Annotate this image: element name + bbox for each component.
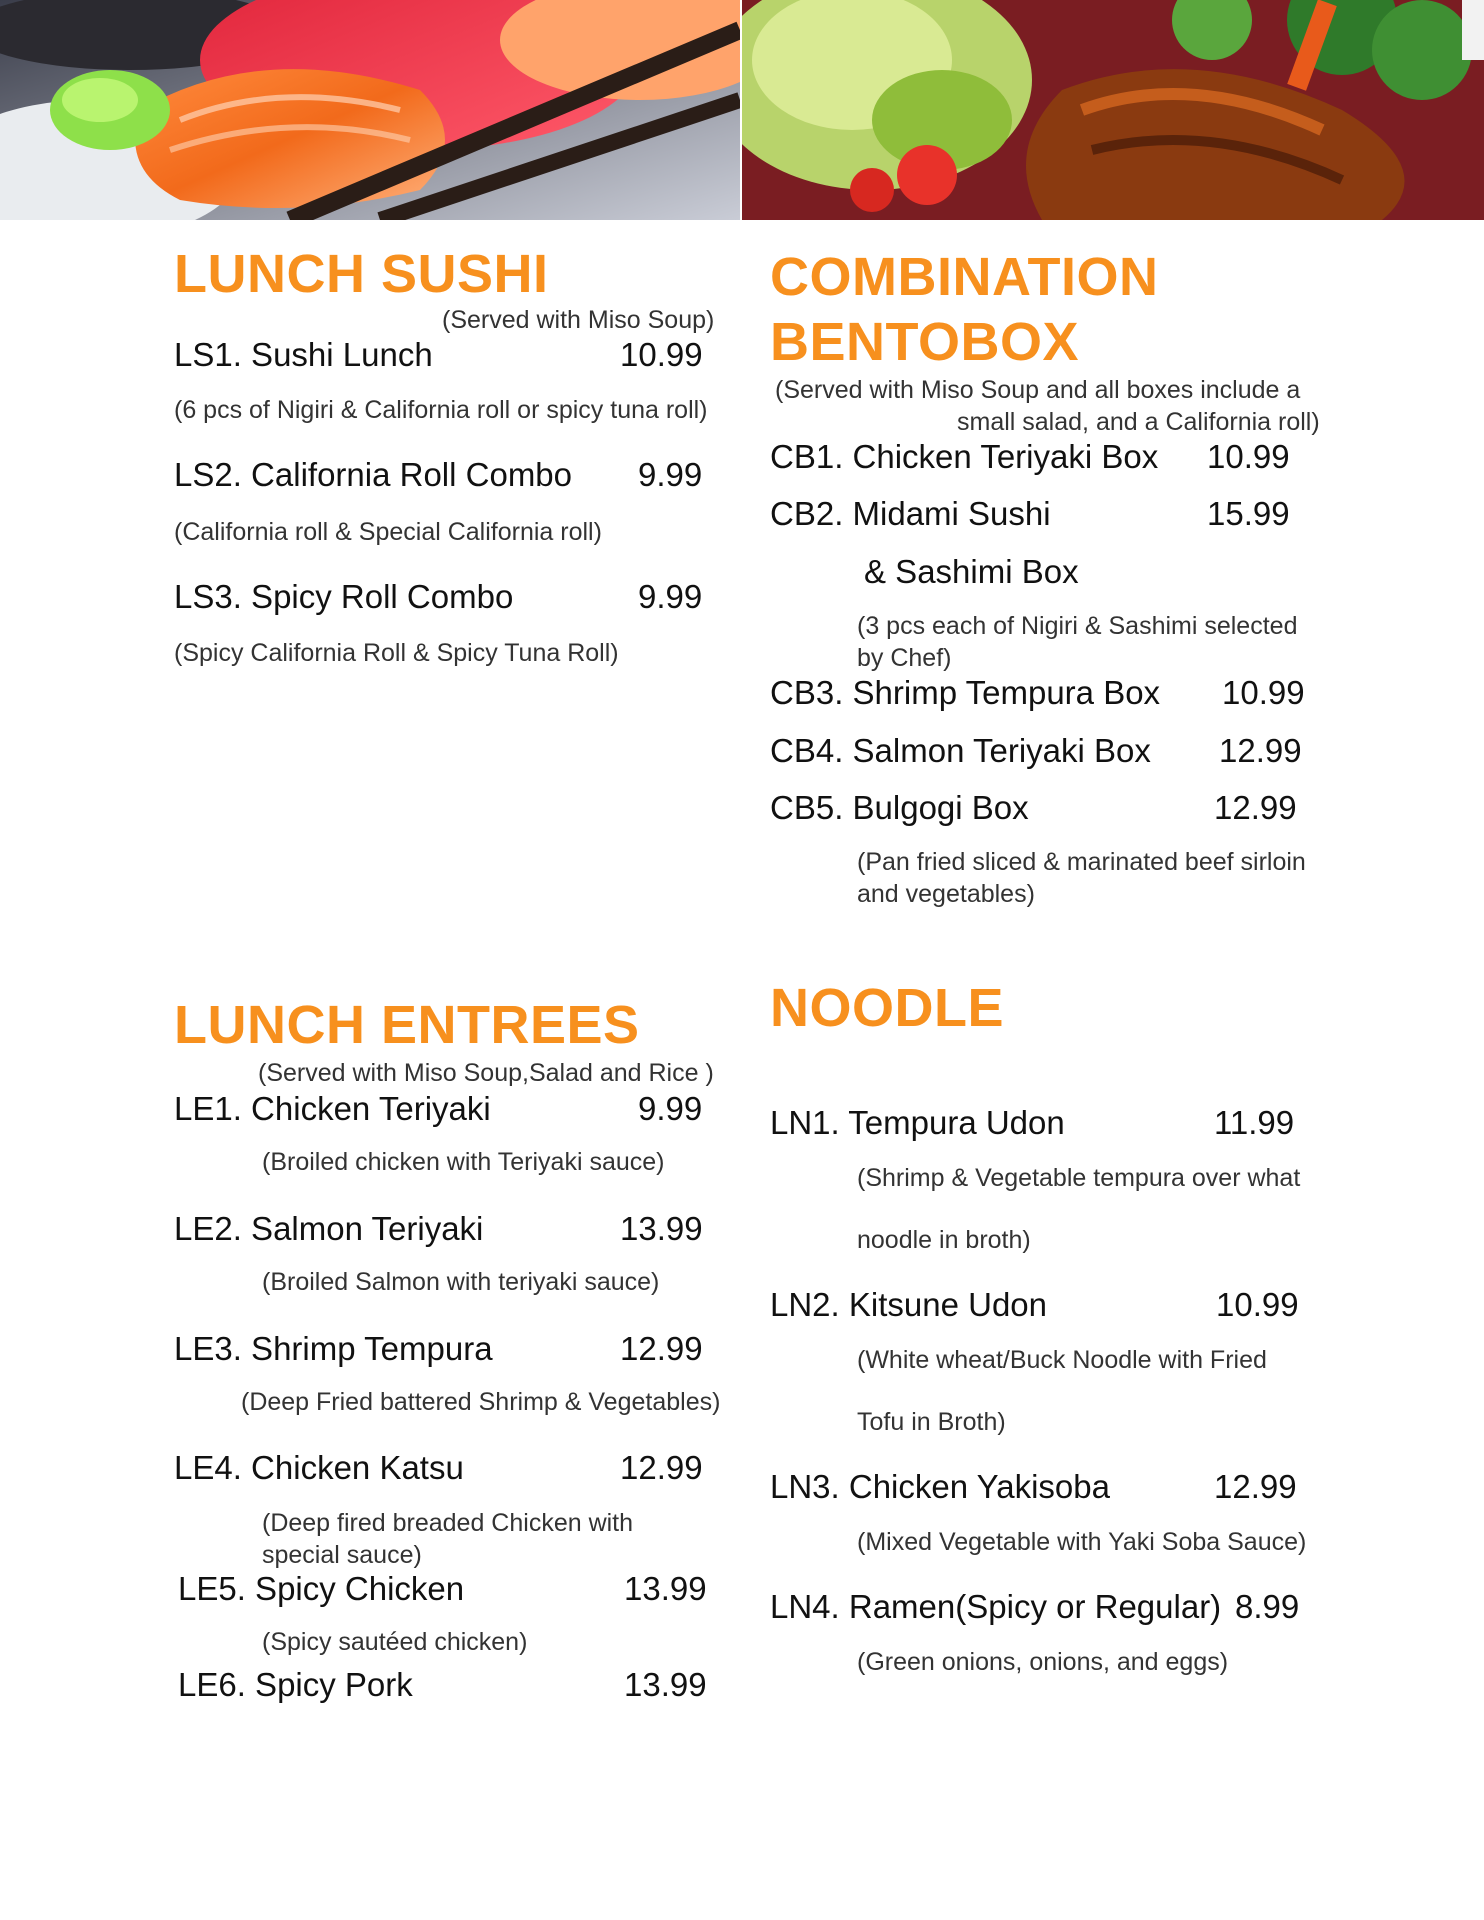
menu-item-description: (California roll & Special California roll) — [174, 518, 602, 546]
bentobox-served-note-line2: small salad, and a California roll) — [957, 408, 1320, 436]
menu-item-price: 10.99 — [1216, 1286, 1299, 1323]
sushi-photo — [0, 0, 740, 220]
lunch-entrees-title: LUNCH ENTREES — [174, 995, 640, 1055]
menu-item-price: 10.99 — [1222, 674, 1305, 711]
menu-item-description: (Deep fired breaded Chicken with — [262, 1509, 634, 1537]
menu-item-price: 11.99 — [1214, 1104, 1295, 1141]
menu-item-price: 13.99 — [620, 1210, 703, 1247]
bentobox-title-line2: BENTOBOX — [770, 312, 1080, 372]
menu-item-name: LE6. Spicy Pork — [178, 1666, 413, 1703]
menu-item-name: CB1. Chicken Teriyaki Box — [770, 438, 1159, 475]
menu-item-name: LE3. Shrimp Tempura — [174, 1330, 493, 1367]
lunch-sushi-served-note: (Served with Miso Soup) — [442, 306, 715, 334]
lunch-entrees-served-note: (Served with Miso Soup,Salad and Rice ) — [258, 1059, 714, 1087]
menu-item-name: LS3. Spicy Roll Combo — [174, 578, 514, 615]
menu-item-description: (Spicy California Roll & Spicy Tuna Roll) — [174, 639, 619, 667]
menu-item-price: 12.99 — [620, 1449, 703, 1486]
menu-item-price: 10.99 — [620, 336, 703, 373]
menu-item-description: (6 pcs of Nigiri & California roll or spicy tuna roll) — [174, 396, 708, 424]
menu-item-name: LN1. Tempura Udon — [770, 1104, 1065, 1141]
menu-item-price: 13.99 — [624, 1666, 707, 1703]
bentobox-served-note-line1: (Served with Miso Soup and all boxes include a — [775, 376, 1301, 404]
menu-item-price: 9.99 — [638, 1090, 703, 1127]
menu-item-price: 8.99 — [1235, 1588, 1300, 1625]
menu-item-description: (Green onions, onions, and eggs) — [857, 1648, 1229, 1676]
menu-item-name: CB2. Midami Sushi — [770, 495, 1051, 532]
menu-item-name: LN2. Kitsune Udon — [770, 1286, 1048, 1323]
menu-item-description-continued: special sauce) — [262, 1541, 422, 1569]
menu-item-description-continued: and vegetables) — [857, 880, 1035, 908]
menu-item-name: LE4. Chicken Katsu — [174, 1449, 464, 1486]
menu-item-name: LE5. Spicy Chicken — [178, 1570, 465, 1607]
menu-item-description: (Broiled chicken with Teriyaki sauce) — [262, 1148, 665, 1176]
menu-item-description: (Spicy sautéed chicken) — [262, 1628, 528, 1656]
menu-item-name: CB5. Bulgogi Box — [770, 789, 1029, 826]
menu-item-description: (3 pcs each of Nigiri & Sashimi selected — [857, 612, 1298, 640]
menu-item-name: CB3. Shrimp Tempura Box — [770, 674, 1161, 711]
menu-item-name: LS1. Sushi Lunch — [174, 336, 433, 373]
menu-item-price: 15.99 — [1207, 495, 1290, 532]
menu-item-name: LS2. California Roll Combo — [174, 456, 573, 493]
menu-item-name-continued: & Sashimi Box — [864, 553, 1079, 590]
menu-item-price: 10.99 — [1207, 438, 1290, 475]
menu-item-description: (Mixed Vegetable with Yaki Soba Sauce) — [857, 1528, 1307, 1556]
menu-item-price: 12.99 — [620, 1330, 703, 1367]
menu-item-name: LE2. Salmon Teriyaki — [174, 1210, 484, 1247]
bento-photo — [742, 0, 1484, 220]
bentobox-title-line1: COMBINATION — [770, 247, 1159, 307]
lunch-sushi-title: LUNCH SUSHI — [174, 244, 549, 304]
menu-item-price: 9.99 — [638, 456, 703, 493]
menu-item-price: 12.99 — [1214, 1468, 1297, 1505]
menu-item-description-continued: by Chef) — [857, 644, 952, 672]
menu-item-price: 12.99 — [1219, 732, 1302, 769]
menu-item-name: LN3. Chicken Yakisoba — [770, 1468, 1110, 1505]
menu-item-price: 13.99 — [624, 1570, 707, 1607]
menu-item-description: (Pan fried sliced & marinated beef sirloin — [857, 848, 1306, 876]
noodle-title: NOODLE — [770, 978, 1005, 1038]
menu-item-description: (Broiled Salmon with teriyaki sauce) — [262, 1268, 660, 1296]
menu-item-price: 9.99 — [638, 578, 703, 615]
menu-item-description: (White wheat/Buck Noodle with Fried — [857, 1346, 1267, 1374]
menu-item-description-continued: Tofu in Broth) — [857, 1408, 1006, 1436]
menu-item-name: LN4. Ramen(Spicy or Regular) — [770, 1588, 1222, 1625]
menu-item-description: (Shrimp & Vegetable tempura over what — [857, 1164, 1301, 1192]
menu-item-description: (Deep Fried battered Shrimp & Vegetables) — [241, 1388, 721, 1416]
menu-item-description-continued: noodle in broth) — [857, 1226, 1031, 1254]
menu-item-name: LE1. Chicken Teriyaki — [174, 1090, 491, 1127]
menu-item-name: CB4. Salmon Teriyaki Box — [770, 732, 1151, 769]
menu-item-price: 12.99 — [1214, 789, 1297, 826]
